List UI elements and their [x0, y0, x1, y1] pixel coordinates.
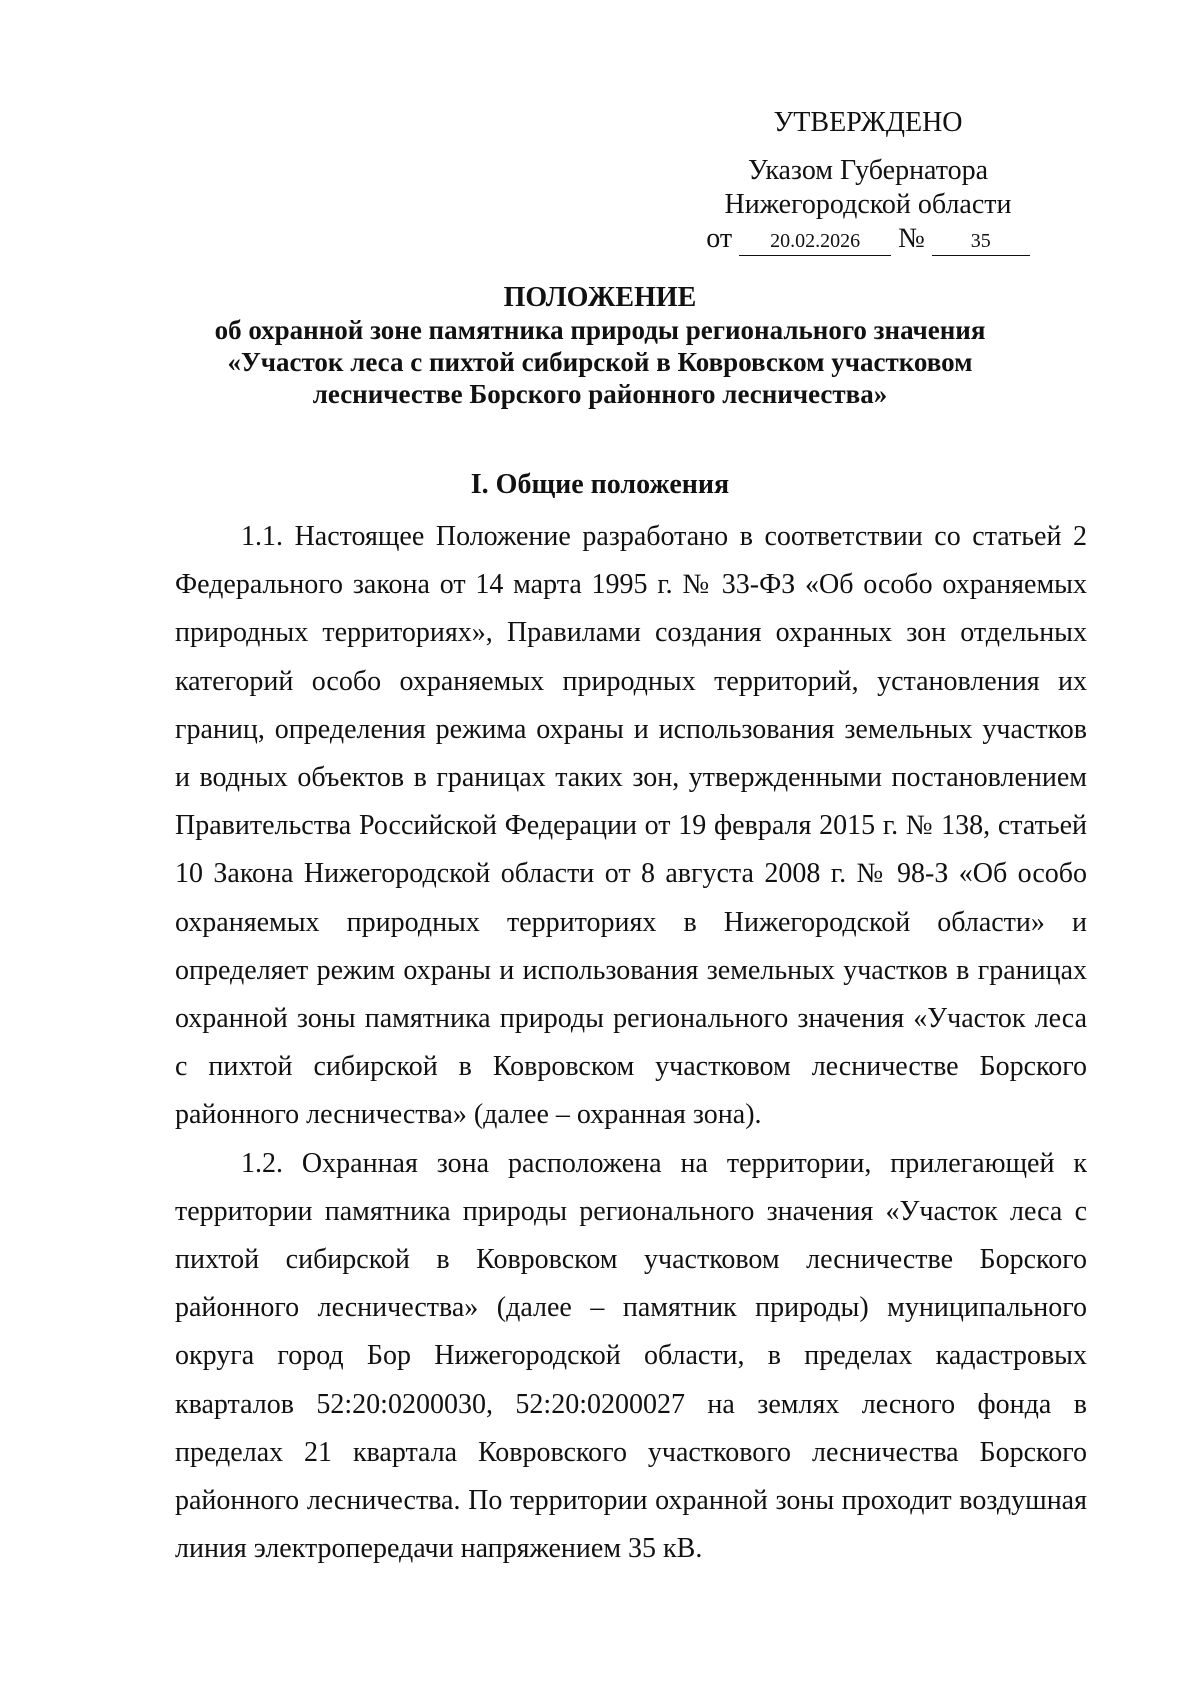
title-line-1: об охранной зоне памятника природы регионального значения	[214, 315, 986, 345]
approval-gap	[700, 140, 1036, 154]
approval-stamp	[700, 106, 1036, 256]
paragraph-1-1: 1.1. Настоящее Положение разработано в соответствии со статьей 2 Федерального закона от 14 марта 1995 г. № 33-ФЗ «Об особо охраняемых природных территориях», Правилами создания охранных зон отдельных категорий особо охраняемых природных территорий, установления их границ, определения режима охраны и использования земельных участков и водных объектов в границах таких зон, утвержденными постановлением Правительства Российской Федерации от 19 февраля 2015 г. № 138, статьей 10 Закона Нижегородской области от 8 августа 2008 г. № 98-З «Об особо охраняемых природных территориях в Нижегородской области» и определяет режим охраны и использования земельных участков в границах охранной зоны памятника природы регионального значения «Участок леса с пихтой сибирской в Ковровском участковом лесничестве Борского районного лесничества» (далее – охранная зона).	[175, 521, 1087, 1131]
approval-heading: УТВЕРЖДЕНО	[773, 107, 963, 138]
approval-date: 20.02.2026	[739, 227, 891, 256]
number-label: №	[898, 223, 925, 254]
title-line-3: лесничестве Борского районного лесничества»	[312, 379, 888, 409]
paragraph-1-2: 1.2. Охранная зона расположена на территории, прилегающей к территории памятника природы регионального значения «Участок леса с пихтой сибирской в Ковровском участковом лесничестве Борского районного лесничества» (далее – памятник природы) муниципального округа город Бор Нижегородской области, в пределах кадастровых кварталов 52:20:0200030, 52:20:0200027 на землях лесного фонда в пределах 21 квартала Ковровского участкового лесничества Борского районного лесничества. По территории охранной зоны проходит воздушная линия электропередачи напряжением 35 кВ.	[175, 1147, 1087, 1565]
approval-authority: Указом Губернатора	[747, 155, 989, 186]
title-main: ПОЛОЖЕНИЕ	[503, 282, 697, 313]
approval-region: Нижегородской области	[724, 189, 1012, 220]
from-label: от	[706, 223, 733, 254]
section-heading: I. Общие положения	[470, 469, 730, 500]
title-line-2: «Участок леса с пихтой сибирской в Ковровском участковом	[227, 347, 973, 377]
approval-date-line	[700, 222, 1036, 256]
document-body	[175, 513, 1087, 1573]
approval-number: 35	[932, 227, 1030, 256]
document-title	[140, 282, 1060, 410]
